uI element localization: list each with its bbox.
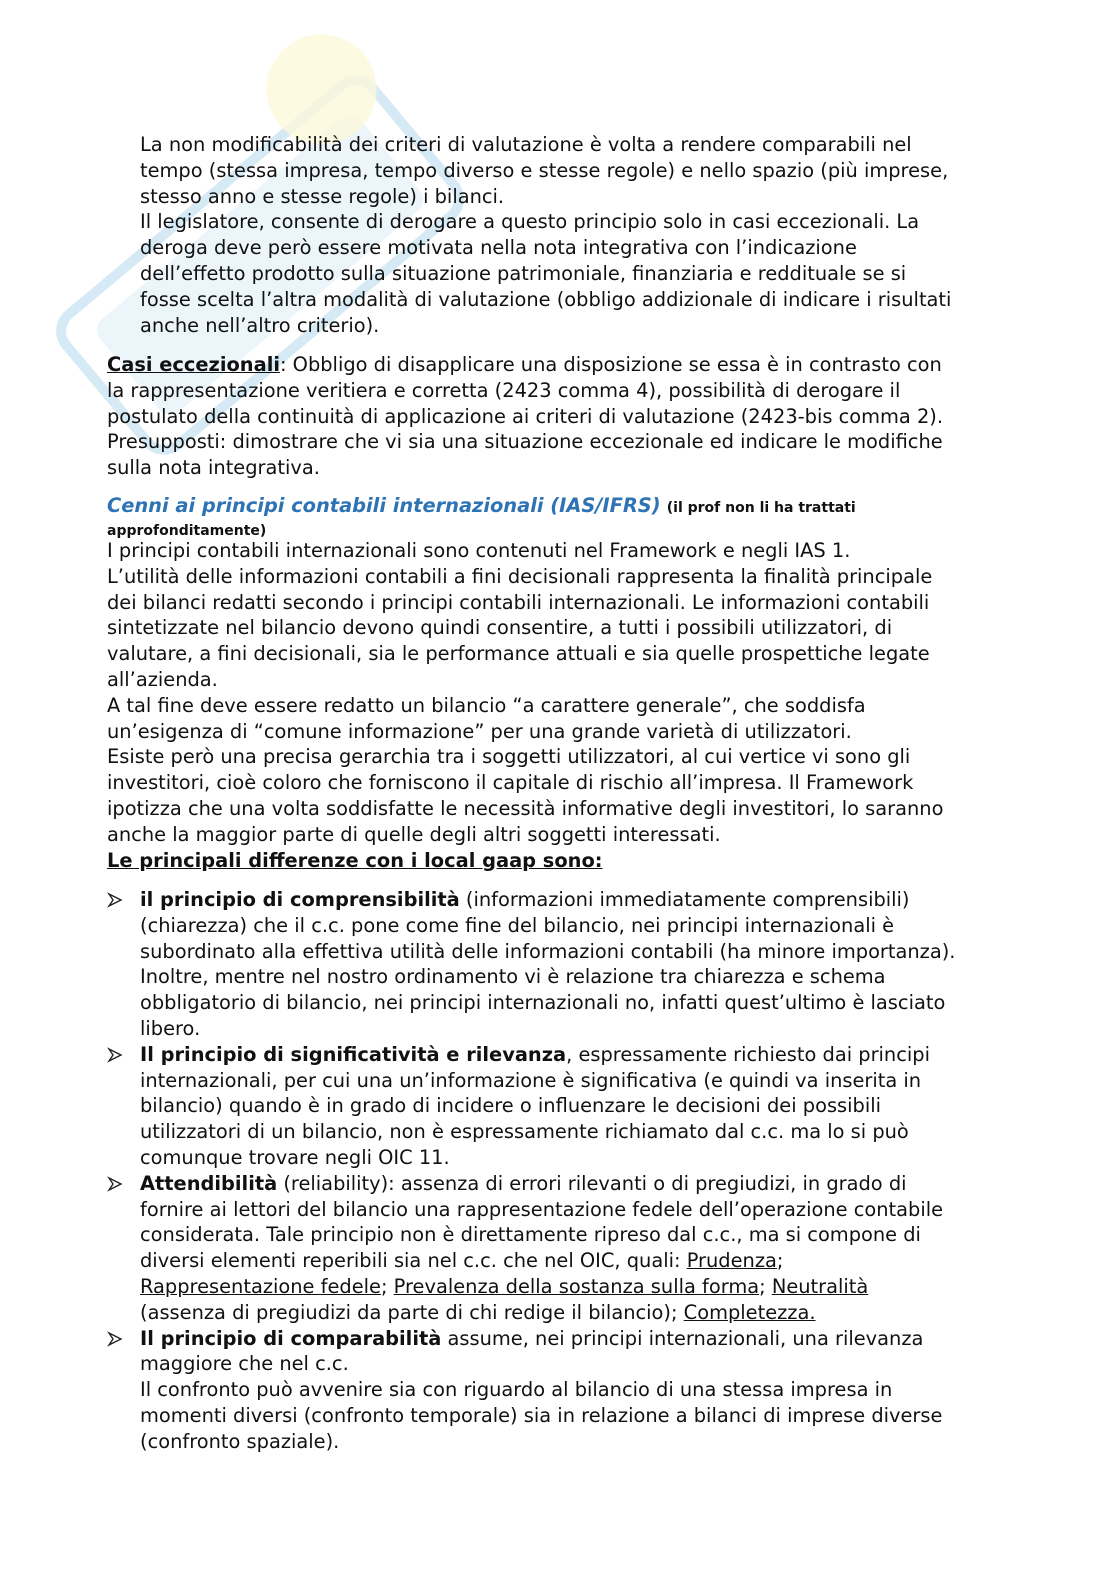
ias-heading-note: (il prof non li ha trattati [666, 500, 856, 516]
text-line: Il legislatore, consente di derogare a questo principio solo in casi eccezionali. La [140, 210, 920, 234]
text-span: (reliability): assenza di errori rilevanti o di pregiudizi, in grado di [277, 1171, 907, 1195]
text-line: sintetizzate nel bilancio devono quindi consentire, a tutti i possibili utilizzatori, di [107, 616, 893, 640]
text-line: ipotizza che una volta soddisfatte le necessità informative degli investitori, lo saranno [107, 796, 944, 820]
text-span: : Obbligo di disapplicare una disposizione se essa è in contrasto con [279, 353, 942, 376]
text-span: , espressamente richiesto dai principi [566, 1042, 930, 1066]
arrow-bullet-icon [107, 892, 123, 908]
text-line: I principi contabili internazionali sono contenuti nel Framework e negli IAS 1. [107, 539, 851, 562]
text-line: tempo (stessa impresa, tempo diverso e stesse regole) e nello spazio (più imprese, [140, 158, 949, 182]
text-line: bilancio) quando è in grado di incidere o influenzare le decisioni dei possibili [140, 1094, 882, 1118]
text-line: internazionali, per cui una un’informazione è significativa (e quindi va inserita in [140, 1068, 922, 1092]
text-line [140, 1300, 1037, 1326]
arrow-bullet-icon [107, 1176, 123, 1192]
text-span: (informazioni immediatamente comprensibili) [459, 888, 910, 911]
text-line: considerata. Tale principio non è direttamente ripreso dal c.c., ma si compone di [140, 1223, 921, 1247]
text-span: assume, nei principi internazionali, una rilevanza [441, 1326, 924, 1350]
casi-eccezionali-label: Casi eccezionali [107, 353, 280, 376]
text-line: fosse scelta l’altra modalità di valutazione (obbligo addizionale di indicare i risultati [140, 287, 952, 311]
text-line: libero. [140, 1016, 201, 1040]
text-line [107, 352, 1037, 378]
text-line: la rappresentazione veritiera e corretta (2423 comma 4), possibilità di derogare il [107, 378, 901, 402]
text-span: ; [776, 1249, 784, 1273]
text-line: postulato della continuità di applicazione ai criteri di valutazione (2423-bis comma 2). [107, 404, 944, 428]
text-line: Esiste però una precisa gerarchia tra i soggetti utilizzatori, al cui vertice vi sono gli [107, 745, 911, 769]
arrow-bullet-icon [107, 1331, 123, 1347]
bullet-bold-term: Il principio di comparabilità [140, 1326, 442, 1350]
arrow-bullet-icon [107, 1047, 123, 1063]
text-line: dell’effetto prodotto sulla situazione patrimoniale, finanziaria e reddituale se si [140, 261, 907, 285]
text-line: dei bilanci redatti secondo i principi contabili internazionali. Le informazioni contabili [107, 590, 930, 614]
paragraph-ias-intro [107, 538, 1037, 873]
text-line: deroga deve però essere motivata nella nota integrativa con l’indicazione [140, 236, 857, 260]
text-span: ; [759, 1274, 772, 1298]
text-line [140, 1274, 1037, 1300]
text-line: stesso anno e stesse regole) i bilanci. [140, 184, 505, 208]
list-item [107, 1042, 1037, 1171]
text-span: (assenza di pregiudizi da parte di chi redige il bilancio); [140, 1300, 684, 1324]
text-line: all’azienda. [107, 667, 218, 691]
text-line: (confronto spaziale). [140, 1429, 340, 1453]
text-line: obbligatorio di bilancio, nei principi internazionali no, infatti quest’ultimo è lasciato [140, 991, 946, 1015]
text-line [140, 1326, 1037, 1352]
text-line [140, 1248, 1037, 1274]
text-line: investitori, cioè coloro che forniscono il capitale di rischio all’impresa. Il Framework [107, 771, 914, 795]
ias-heading [107, 496, 1037, 541]
text-line: La non modificabilità dei criteri di valutazione è volta a rendere comparabili nel [140, 133, 912, 156]
text-line: sulla nota integrativa. [107, 456, 320, 480]
paragraph-criteri-valutazione [140, 132, 1040, 338]
text-line: anche la maggior parte di quelle degli altri soggetti interessati. [107, 822, 721, 846]
neutralita-term: Neutralità [771, 1274, 869, 1298]
text-line: L’utilità delle informazioni contabili a fini decisionali rappresenta la finalità principale [107, 564, 933, 588]
paragraph-casi-eccezionali [107, 352, 1037, 481]
list-item [107, 1171, 1037, 1326]
text-line: utilizzatori di un bilancio, non è espressamente richiamato dal c.c. ma lo si può [140, 1120, 909, 1144]
completezza-term: Completezza. [683, 1300, 816, 1324]
bullet-bold-term: Il principio di significatività e rilevanza [140, 1042, 567, 1066]
text-span: diversi elementi reperibili sia nel c.c. che nel OIC, quali: [140, 1249, 687, 1273]
text-line: Presupposti: dimostrare che vi sia una situazione eccezionale ed indicare le modifiche [107, 430, 943, 454]
text-line: comunque trovare negli OIC 11. [140, 1145, 450, 1169]
text-line: momenti diversi (confronto temporale) sia in relazione a bilanci di imprese diverse [140, 1403, 943, 1427]
bullet-bold-term: il principio di comprensibilità [140, 888, 460, 911]
text-line: fornire ai lettori del bilancio una rappresentazione fedele dell’operazione contabile [140, 1197, 944, 1221]
ias-heading-title: Cenni ai principi contabili internazionali (IAS/IFRS) [107, 494, 661, 517]
text-line: Inoltre, mentre nel nostro ordinamento vi è relazione tra chiarezza e schema [140, 965, 886, 989]
list-item [107, 887, 1037, 1042]
text-line [140, 1171, 1037, 1197]
text-line: A tal fine deve essere redatto un bilancio “a carattere generale”, che soddisfa [107, 693, 866, 717]
text-line: un’esigenza di “comune informazione” per una grande varietà di utilizzatori. [107, 719, 852, 743]
prevalenza-sostanza-term: Prevalenza della sostanza sulla forma [393, 1274, 760, 1298]
text-line: Il confronto può avvenire sia con riguardo al bilancio di una stessa impresa in [140, 1378, 893, 1402]
list-item [107, 1326, 1037, 1455]
ias-heading-note-cont: approfonditamente) [107, 522, 267, 539]
text-line: subordinato alla effettiva utilità delle informazioni contabili (ha minore importanza). [140, 939, 956, 963]
prudenza-term: Prudenza [686, 1249, 777, 1273]
text-line: anche nell’altro criterio). [140, 313, 380, 337]
text-line: (chiarezza) che il c.c. pone come fine del bilancio, nei principi internazionali è [140, 913, 895, 937]
text-line: maggiore che nel c.c. [140, 1352, 349, 1376]
text-line [140, 887, 1037, 913]
text-line: valutare, a fini decisionali, sia le performance attuali e sia quelle prospettiche legate [107, 642, 930, 666]
rappresentazione-fedele-term: Rappresentazione fedele [140, 1274, 381, 1298]
text-span: ; [380, 1274, 394, 1298]
bullet-bold-term: Attendibilità [140, 1171, 278, 1195]
differences-heading: Le principali differenze con i local gaap sono: [107, 848, 603, 872]
text-line [140, 1042, 1037, 1068]
differences-list [107, 887, 1037, 1455]
